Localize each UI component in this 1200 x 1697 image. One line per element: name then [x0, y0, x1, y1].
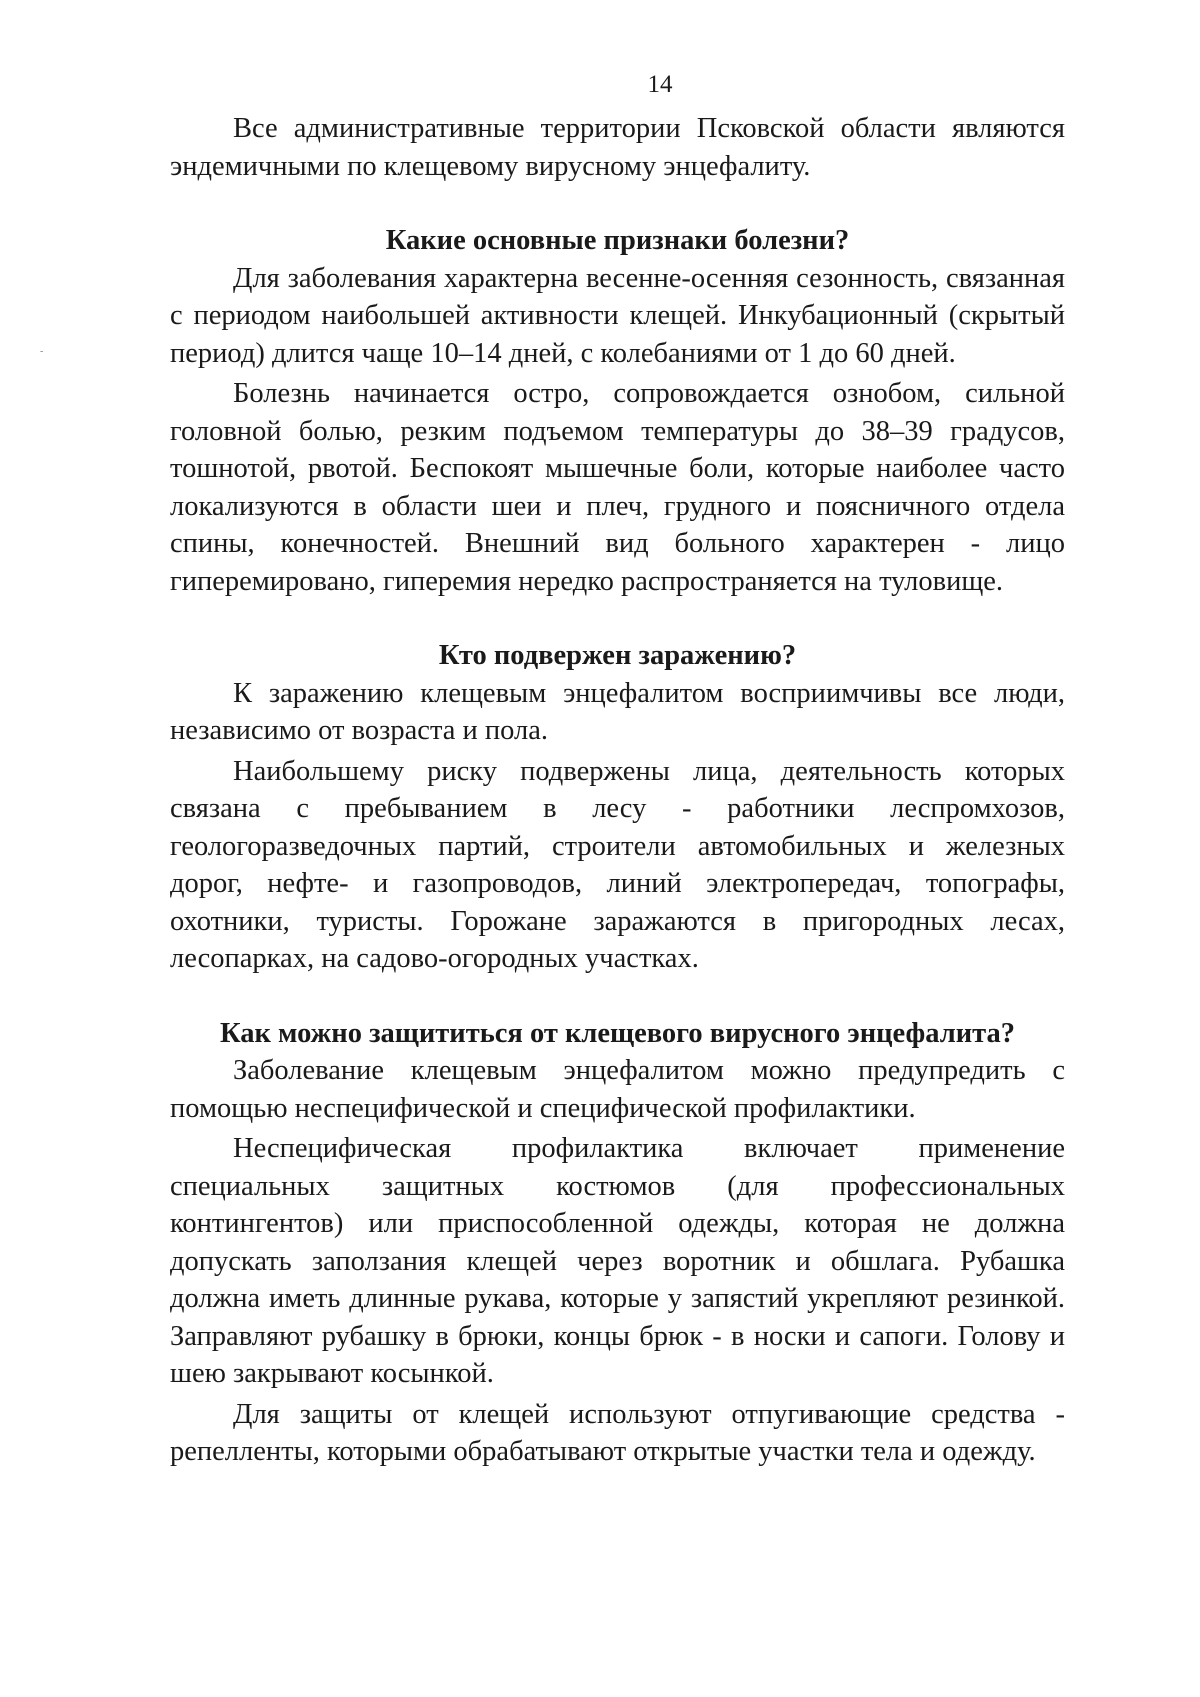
document-body	[170, 110, 1065, 1471]
page-number: 14	[647, 71, 673, 98]
heading-disease-signs: Какие основные признаки болезни?	[385, 225, 850, 256]
paragraph-risk-groups: Наибольшему риску подвержены лица, деятельность которых связана с пребыванием в лесу - работники леспромхозов, геологоразведочных партий, строители автомобильных и железных дорог, нефте- и газопроводов, линий электропередач, топографы, охотники, туристы. Горожане заражаются в пригородных лесах, лесопарках, на садово-огородных участках.	[170, 755, 1065, 974]
paragraph-seasonality: Для заболевания характерна весенне-осенняя сезонность, связанная с периодом наибольшей активности клещей. Инкубационный (скрытый период) длится чаще 10–14 дней, с колебаниями от 1 до 60 дней.	[170, 262, 1065, 369]
paragraph-symptoms: Болезнь начинается остро, сопровождается ознобом, сильной головной болью, резким подъемом температуры до 38–39 градусов, тошнотой, рвотой. Беспокоят мышечные боли, которые наиболее часто локализуются в области шеи и плеч, грудного и поясничного отдела спины, конечностей. Внешний вид больного характерен - лицо гиперемировано, гиперемия нередко распространяется на туловище.	[170, 378, 1065, 597]
heading-who-is-at-risk: Кто подвержен заражению?	[438, 640, 797, 671]
scan-artifact: -	[40, 346, 44, 357]
paragraph-intro: Все административные территории Псковской области являются эндемичными по клещевому вирусному энцефалиту.	[170, 113, 1065, 182]
paragraph-repellents: Для защиты от клещей используют отпугивающие средства - репелленты, которыми обрабатывают открытые участки тела и одежду.	[170, 1398, 1065, 1467]
paragraph-prevention: Заболевание клещевым энцефалитом можно предупредить с помощью неспецифической и специфической профилактики.	[170, 1055, 1065, 1124]
paragraph-susceptibility: К заражению клещевым энцефалитом восприимчивы все люди, независимо от возраста и пола.	[170, 677, 1065, 746]
heading-protection: Как можно защититься от клещевого вирусного энцефалита?	[219, 1017, 1016, 1049]
paragraph-nonspecific-prevention: Неспецифическая профилактика включает применение специальных защитных костюмов (для профессиональных контингентов) или приспособленной одежды, которая не должна допускать заползания клещей через воротник и обшлага. Рубашка должна иметь длинные рукава, которые у запястий укрепляют резинкой. Заправляют рубашку в брюки, концы брюк - в носки и сапоги. Голову и шею закрывают косынкой.	[170, 1133, 1065, 1389]
